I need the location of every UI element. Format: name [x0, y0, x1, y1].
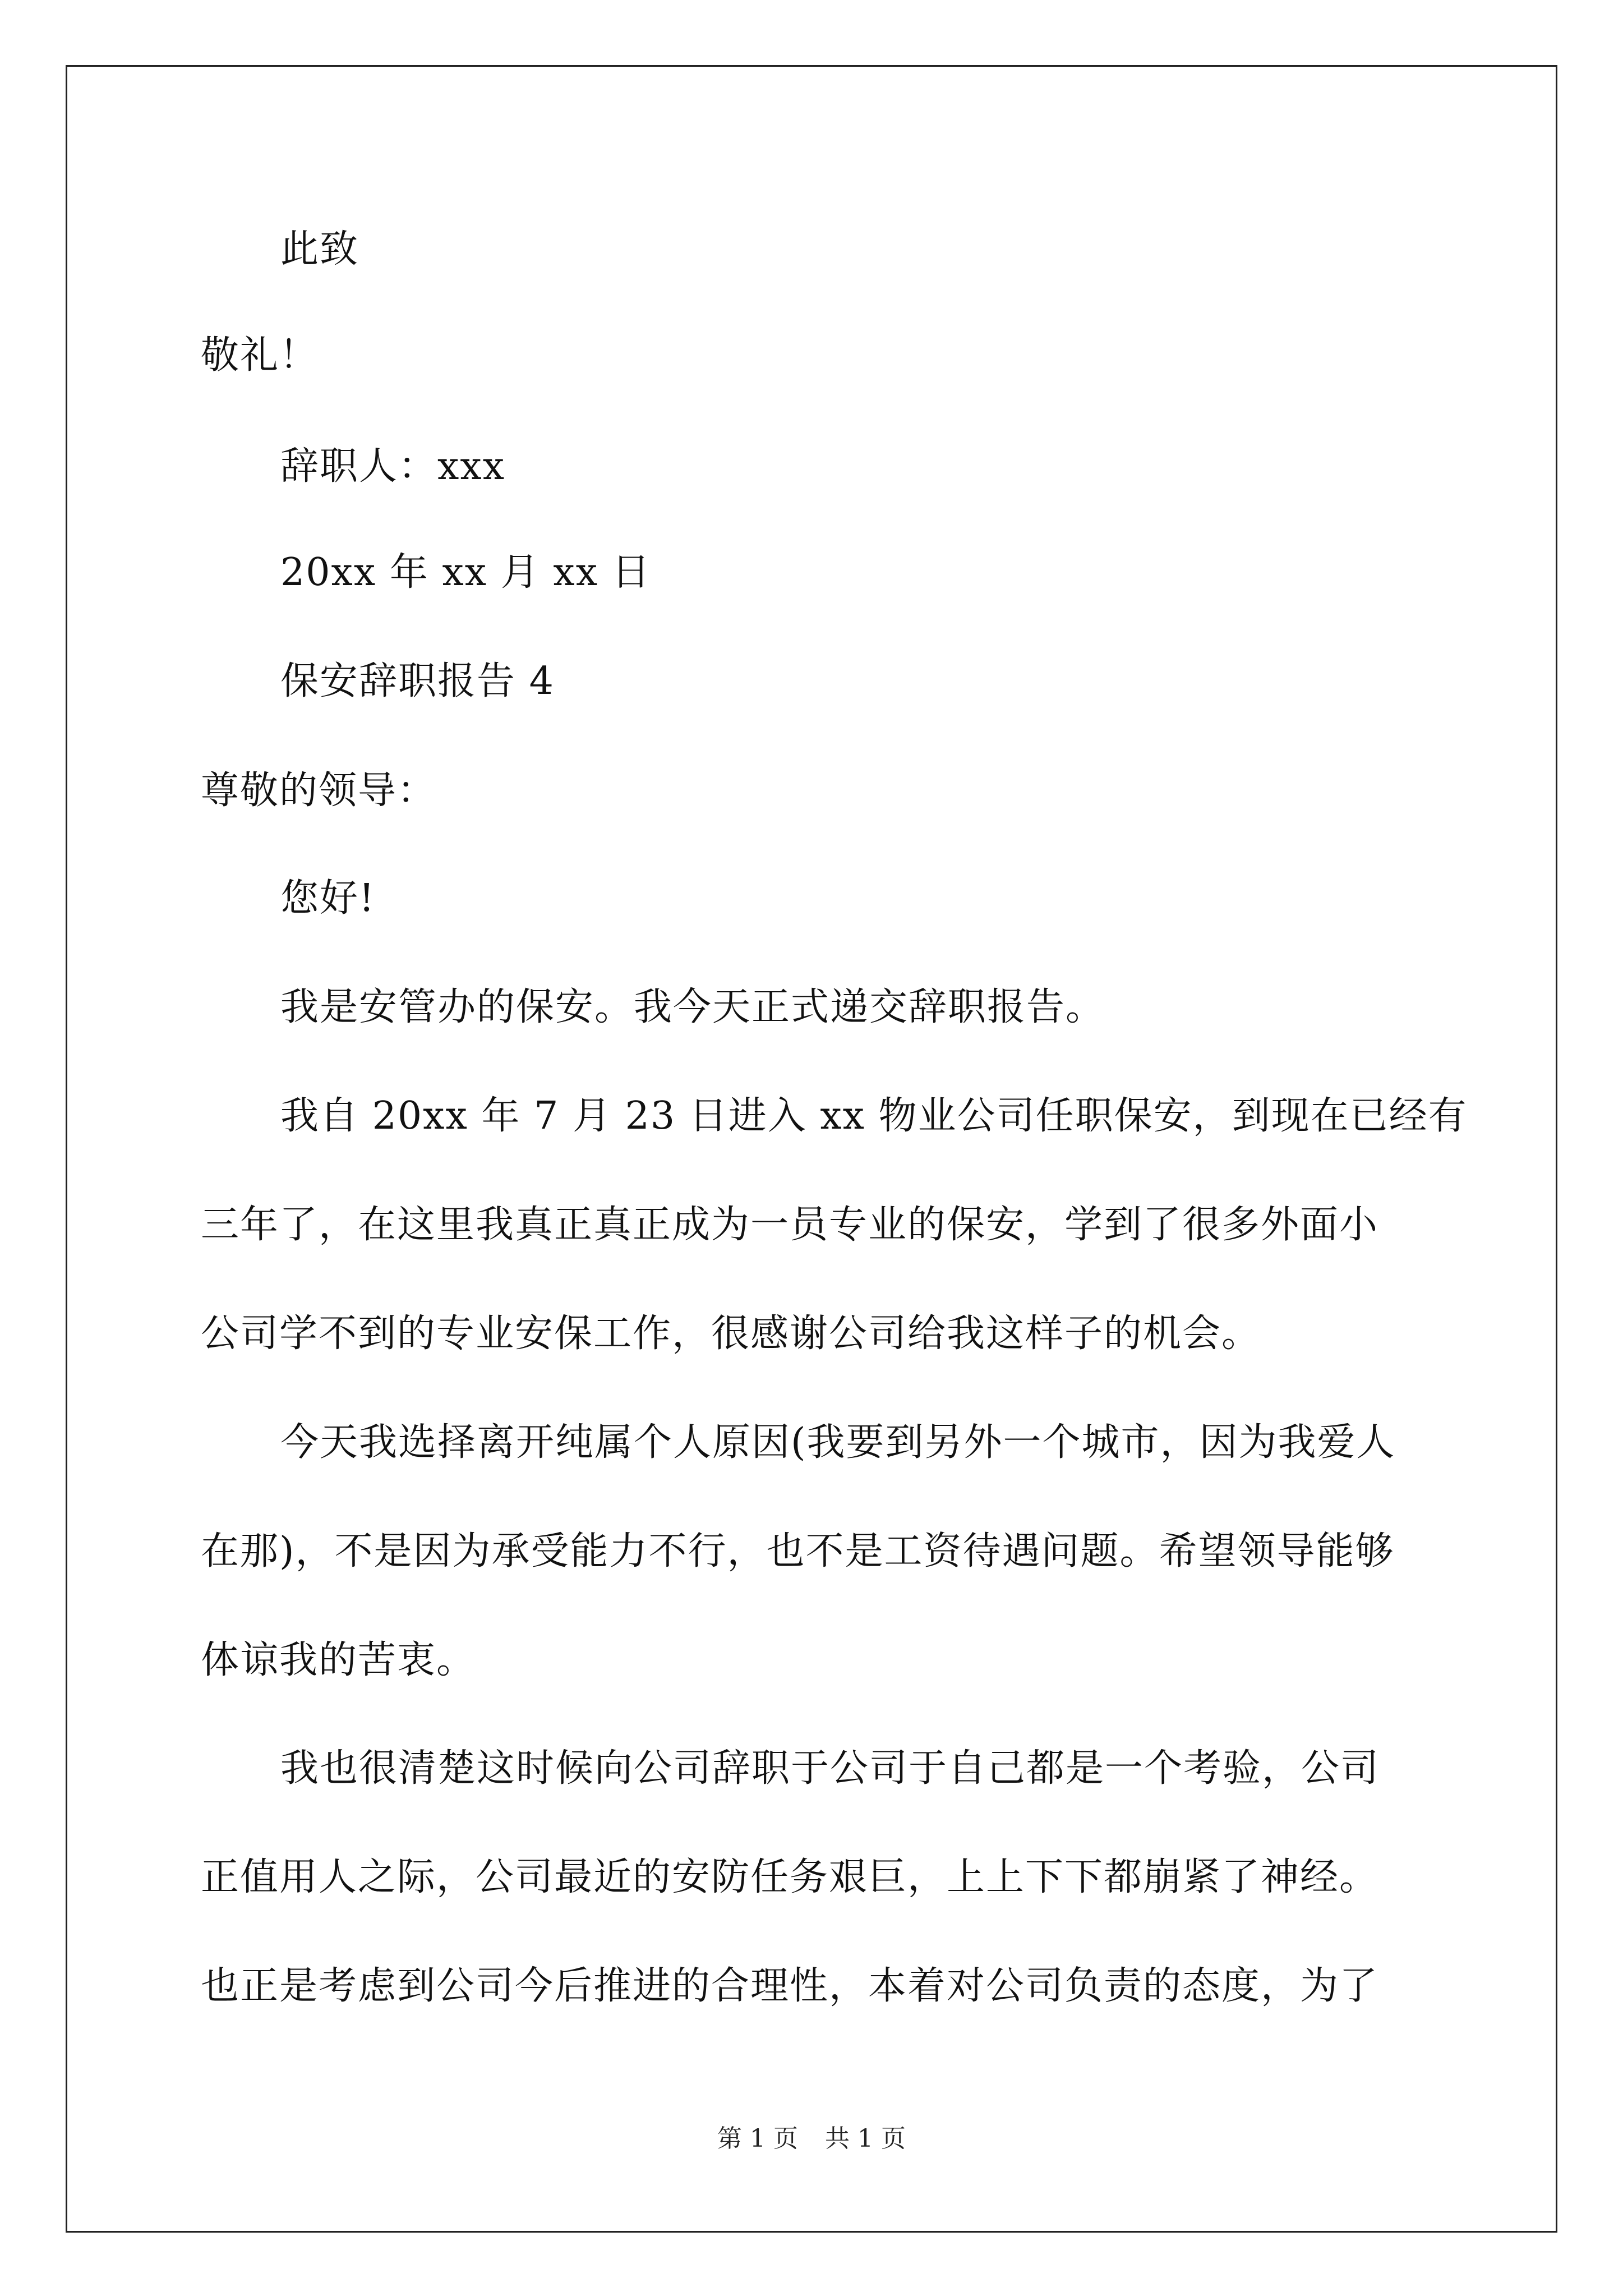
paragraph-line: 我是安管办的保安。我今天正式递交辞职报告。	[280, 985, 1105, 1029]
signature-line: 辞职人：xxx	[280, 444, 506, 489]
page-frame	[66, 65, 1557, 2233]
date-line: 20xx 年 xx 月 xx 日	[280, 550, 651, 595]
paragraph-line: 正值用人之际，公司最近的安防任务艰巨，上上下下都崩紧了神经。	[201, 1855, 1379, 1899]
page-footer	[0, 2123, 1623, 2155]
page-number: 第 1 页	[717, 2124, 798, 2153]
greeting-addressee: 尊敬的领导：	[201, 769, 437, 813]
closing-salutation: 此致	[280, 227, 359, 272]
greeting: 您好!	[280, 876, 376, 921]
paragraph-line: 也正是考虑到公司今后推进的合理性，本着对公司负责的态度，为了	[201, 1964, 1379, 2008]
paragraph-line: 我自 20xx 年 7 月 23 日进入 xx 物业公司任职保安，到现在已经有	[280, 1094, 1468, 1138]
closing-regards: 敬礼！	[201, 333, 319, 378]
paragraph-line: 三年了，在这里我真正真正成为一员专业的保安，学到了很多外面小	[201, 1203, 1379, 1247]
paragraph-line: 在那)，不是因为承受能力不行，也不是工资待遇问题。希望领导能够	[201, 1529, 1395, 1573]
section-title: 保安辞职报告 4	[280, 659, 555, 703]
page-total: 共 1 页	[825, 2124, 906, 2153]
paragraph-line: 今天我选择离开纯属个人原因(我要到另外一个城市，因为我爱人	[280, 1420, 1396, 1465]
paragraph-line: 我也很清楚这时候向公司辞职于公司于自己都是一个考验，公司	[280, 1746, 1380, 1791]
paragraph-line: 公司学不到的专业安保工作，很感谢公司给我这样子的机会。	[201, 1312, 1261, 1356]
paragraph-line: 体谅我的苦衷。	[201, 1638, 476, 1682]
